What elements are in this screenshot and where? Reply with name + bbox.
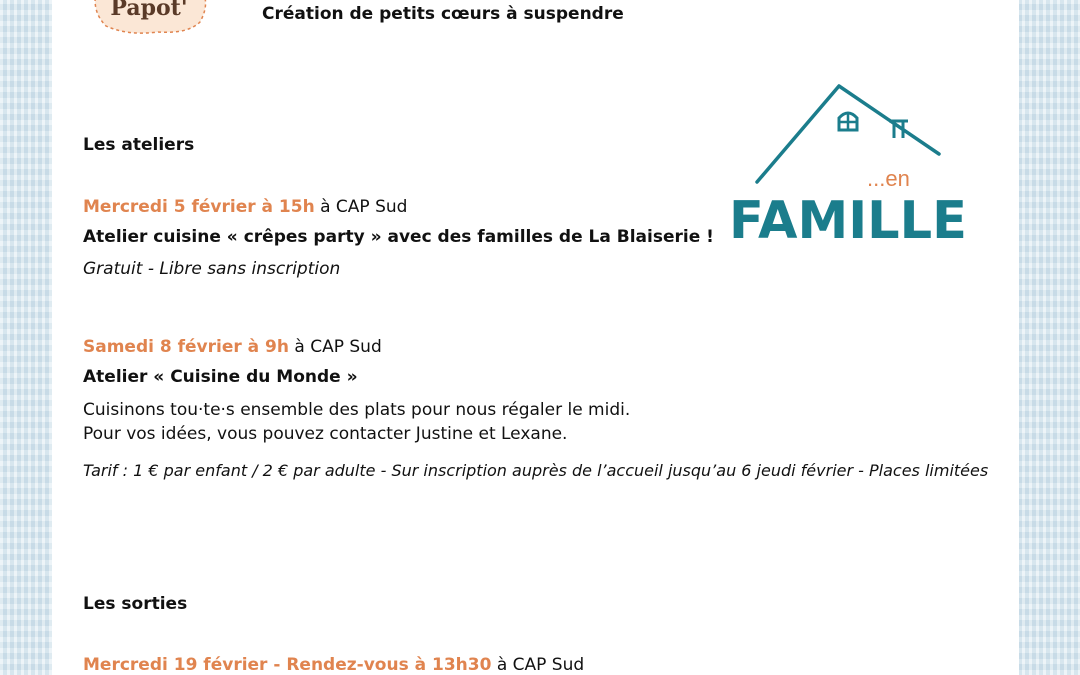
famille-logo-small-text: ...en bbox=[867, 166, 910, 191]
papot-logo-text: Papot' bbox=[110, 0, 188, 21]
event-place: à CAP Sud bbox=[289, 337, 382, 357]
event-description-line: Cuisinons tou·te·s ensemble des plats pour nous régaler le midi. bbox=[83, 400, 631, 420]
event-date-line bbox=[83, 196, 407, 218]
header-subtitle: Création de petits cœurs à suspendre bbox=[262, 4, 624, 24]
event-title: Atelier cuisine « crêpes party » avec des familles de La Blaiserie ! bbox=[83, 227, 714, 247]
event-place: à CAP Sud bbox=[314, 197, 408, 217]
event-date: Mercredi 5 février à 15h bbox=[83, 197, 315, 217]
event-info: Tarif : 1 € par enfant / 2 € par adulte - Sur inscription auprès de l’accueil jusqu’au 6 jeudi février - Places limitées bbox=[83, 461, 989, 480]
event-date: Mercredi 19 février - Rendez-vous à 13h30 bbox=[83, 655, 492, 675]
event-info: Gratuit - Libre sans inscription bbox=[83, 259, 341, 279]
event-date-line bbox=[83, 336, 382, 358]
event-place: à CAP Sud bbox=[491, 655, 585, 675]
section-heading-sorties: Les sorties bbox=[83, 594, 188, 614]
document-sheet bbox=[52, 0, 1019, 675]
papot-logo bbox=[88, 0, 210, 34]
event-title: Atelier « Cuisine du Monde » bbox=[83, 367, 358, 387]
famille-logo-big-text: FAMILLE bbox=[729, 191, 967, 248]
en-famille-logo bbox=[727, 80, 977, 248]
event-date-line bbox=[83, 654, 584, 675]
event-date: Samedi 8 février à 9h bbox=[83, 337, 289, 357]
section-heading-ateliers: Les ateliers bbox=[83, 135, 195, 155]
event-description-line: Pour vos idées, vous pouvez contacter Justine et Lexane. bbox=[83, 424, 568, 444]
window-icon bbox=[839, 112, 857, 130]
